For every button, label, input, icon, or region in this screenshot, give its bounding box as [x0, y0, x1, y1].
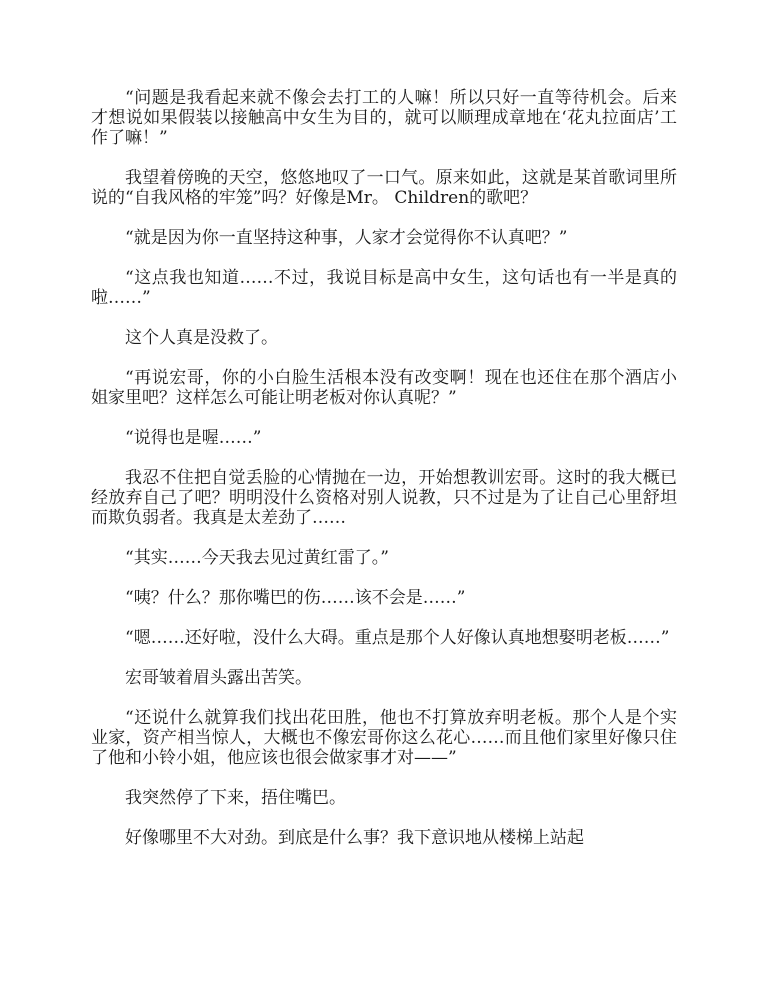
paragraph: “嗯……还好啦，没什么大碍。重点是那个人好像认真地想娶明老板……” [125, 628, 670, 648]
paragraph: “其实……今天我去见过黄红雷了。” [125, 548, 389, 568]
paragraph: “就是因为你一直坚持这种事，人家才会觉得你不认真吧？” [125, 228, 568, 248]
paragraph: “还说什么就算我们找出花田胜，他也不打算放弃明老板。那个人是个实业家，资产相当惊人，大概也不像宏哥你这么花心……而且他们家里好像只住了他和小铃小姐，他应该也很会做家事才对——” [91, 708, 677, 768]
paragraph: “再说宏哥，你的小白脸生活根本没有改变啊！现在也还住在那个酒店小姐家里吧？这样怎么可能让明老板对你认真呢？” [91, 368, 677, 408]
paragraph: “这点我也知道……不过，我说目标是高中女生，这句话也有一半是真的啦……” [91, 268, 677, 308]
paragraph: 我突然停了下来，捂住嘴巴。 [125, 788, 346, 808]
paragraph: 宏哥皱着眉头露出苦笑。 [125, 668, 312, 688]
paragraph: 我望着傍晚的天空，悠悠地叹了一口气。原来如此，这就是某首歌词里所说的“自我风格的牢笼”吗？好像是Mr。 Children的歌吧？ [91, 168, 677, 208]
page-text-body [91, 88, 677, 848]
paragraph: “问题是我看起来就不像会去打工的人嘛！所以只好一直等待机会。后来才想说如果假装以接触高中女生为目的，就可以顺理成章地在‘花丸拉面店’工作了嘛！” [91, 88, 677, 148]
paragraph: “咦？什么？那你嘴巴的伤……该不会是……” [125, 588, 466, 608]
paragraph: 这个人真是没救了。 [125, 328, 278, 348]
paragraph: 好像哪里不大对劲。到底是什么事？我下意识地从楼梯上站起 [125, 828, 584, 848]
paragraph: “说得也是喔……” [125, 428, 262, 448]
paragraph: 我忍不住把自觉丢脸的心情抛在一边，开始想教训宏哥。这时的我大概已经放弃自己了吧？明明没什么资格对别人说教，只不过是为了让自己心里舒坦而欺负弱者。我真是太差劲了…… [91, 468, 677, 528]
